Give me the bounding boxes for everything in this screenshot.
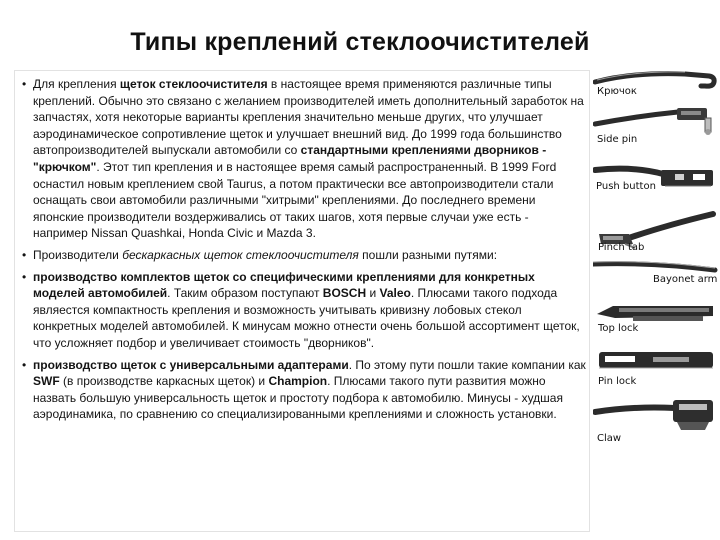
- page-title: Типы креплений стеклоочистителей: [130, 28, 590, 56]
- bullet-item-specific-kits: [22, 269, 586, 352]
- text-run: Производители: [33, 247, 123, 262]
- bold-run: стандартными креплениями дворников - "крючком": [33, 143, 547, 174]
- bullet-item-mounting-types: [22, 76, 586, 242]
- brand-champion: Champion: [268, 374, 328, 389]
- push-button-mount-icon: [593, 156, 720, 204]
- brand-bosch: BOSCH: [322, 286, 367, 301]
- mount-claw: [593, 394, 720, 454]
- brand-valeo: Valeo: [379, 286, 411, 301]
- text-run: . Таким образом поступают: [167, 286, 323, 301]
- text-run: Для крепления: [33, 77, 120, 91]
- mount-bayonet-arm: [593, 256, 720, 296]
- bold-run: производство щеток с универсальными адаптерами: [33, 357, 349, 372]
- claw-mount-icon: [593, 394, 720, 454]
- bold-run: производство комплектов щеток со специфическими креплениями для конкретных моделей автомобилей: [33, 269, 535, 301]
- bullet-marker: •: [22, 269, 27, 284]
- mount-types-illustration: [593, 70, 720, 460]
- mount-label-top-lock: Top lock: [598, 323, 639, 334]
- bullet-marker: •: [22, 357, 27, 372]
- brand-swf: SWF: [33, 374, 60, 389]
- mount-label-pin-lock: Pin lock: [598, 376, 637, 387]
- text-run: и: [366, 286, 380, 301]
- mount-pin-lock: [593, 346, 720, 394]
- top-lock-mount-icon: [593, 296, 720, 346]
- mount-label-side-pin: Side pin: [597, 134, 638, 145]
- mount-label-pinch-tab: Pinch tab: [598, 242, 645, 253]
- text-run: . Плюсами такого пути развития можно назвать большую универсальность щеток и простоту подбора к автомобилю. Минусы - худшая аэродинамика, по сравнению со специализированными креплениями и сложность установки.: [33, 374, 563, 422]
- bullet-item-frameless-makers: [22, 247, 586, 264]
- text-run: . Плюсами такого подхода являестся компактность крепления и возможность учитывать кривизну лобовых стекол конкретных моделей автомобилей. К минусам можно отнести очень большой ассортимент щеток, что усложняет подбор и увеличивает стоимость "дворников".: [33, 286, 580, 350]
- bullet-marker: •: [22, 77, 27, 91]
- text-content: [22, 76, 586, 428]
- bullet-item-universal-adapters: [22, 357, 586, 423]
- side-pin-mount-icon: [593, 106, 720, 156]
- mount-push-button: [593, 156, 720, 204]
- text-run: . Этот тип крепления и в настоящее время самый распространенный. В 1999 Ford оснастил новым креплением свой Taurus, а потом практически все автопроизводители стали оснащать свои автомобили различными "хитрыми" креплениями. До последнего времени японские производители воздерживались от таких шагов, хотя первые случаи уже есть - например Nissan Quashkai, Honda Civic и Mazda 3.: [33, 159, 557, 241]
- mount-label-push-button: Push button: [596, 181, 656, 192]
- text-run: в настоящее время применяются различные типы креплений. Обычно это связано с желанием производителей иметь дополнительный заработок на запчастях, хотя некоторые варианты крепления значительно меньше других, что улучшает аэродинамическое сопротивление щеток и улучшает внешний вид. До 1999 года большинство автопроизводителей выпускали автомобили со: [33, 77, 584, 158]
- text-run: пошли разными путями:: [358, 247, 498, 262]
- mount-pinch-tab: [593, 204, 720, 256]
- mount-label-claw: Claw: [597, 433, 622, 444]
- bold-run: щеток стеклоочистителя: [119, 77, 268, 91]
- mount-side-pin: [593, 106, 720, 156]
- text-run: (в производстве каркасных щеток) и: [59, 374, 269, 389]
- text-run: . По этому пути пошли такие компании как: [348, 357, 586, 372]
- mount-label-hook: Крючок: [597, 86, 637, 97]
- mount-top-lock: [593, 296, 720, 346]
- bullet-list: [22, 76, 586, 423]
- italic-run: бескаркасных щеток стеклоочистителя: [122, 247, 359, 262]
- mount-label-bayonet-arm: Bayonet arm: [653, 274, 718, 285]
- bullet-marker: •: [22, 247, 27, 262]
